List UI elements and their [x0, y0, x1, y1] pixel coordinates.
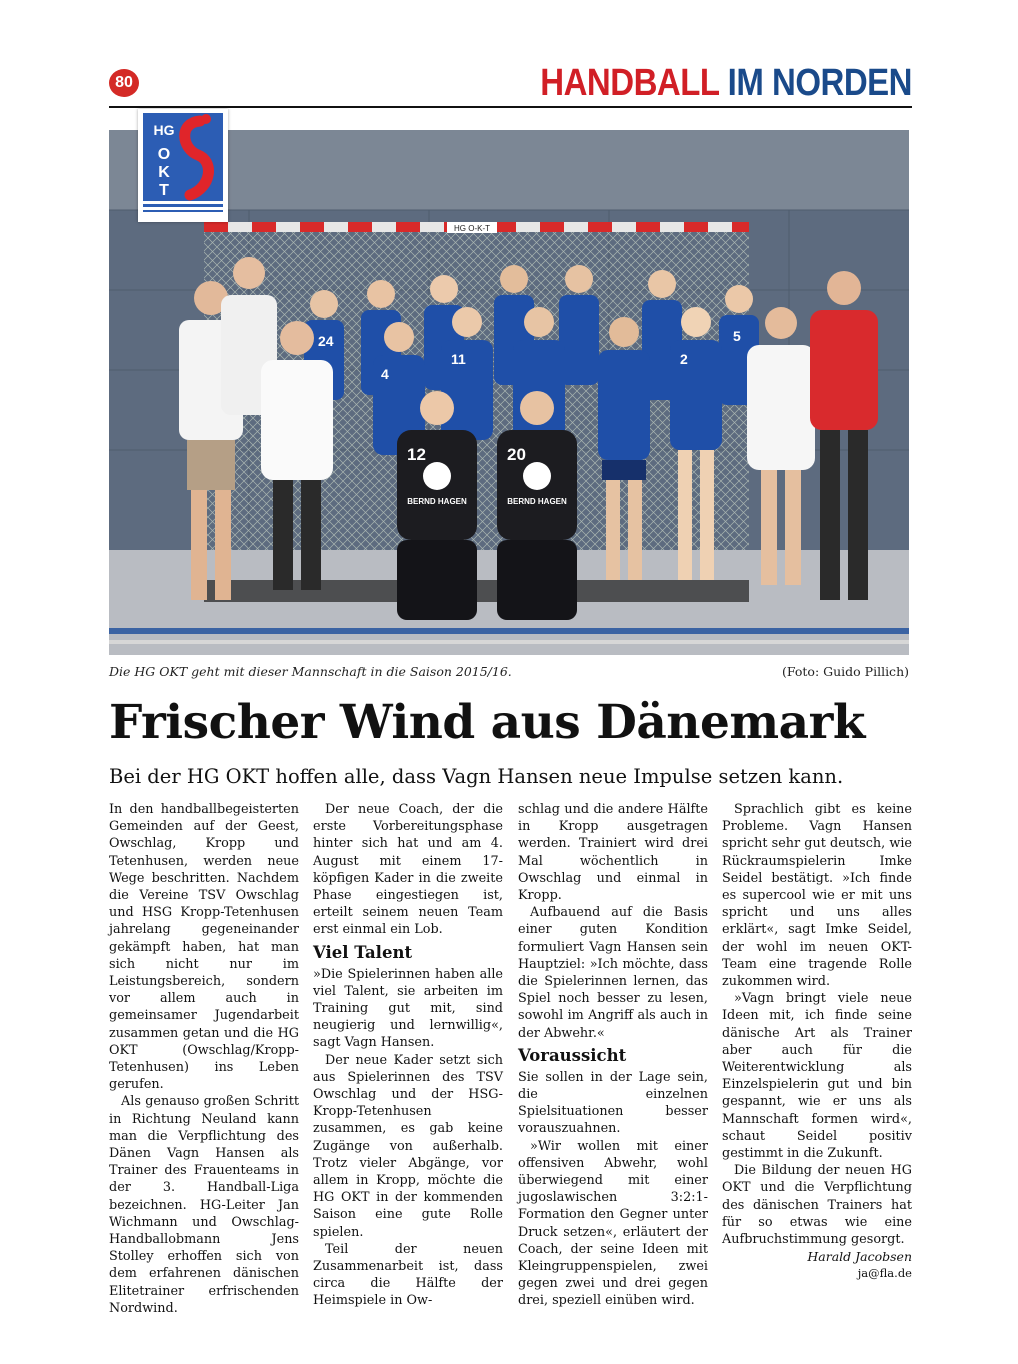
svg-text:K: K — [158, 164, 170, 181]
section-heading: Viel Talent — [313, 942, 413, 962]
logo-okt-text: O — [157, 146, 171, 163]
paragraph: Sprachlich gibt es keine Probleme. Vagn Hansen spricht sehr gut deutsch, wie Rückraumspielerin Imke Seidel bestätigt. »Ich finde es supercool wie er mit uns spricht und uns alles erklärt«, sagt Imke Seidel, der wohl im neuen OKT-Team eine tragende Rolle zukommen wird. — [722, 802, 912, 990]
section-title — [540, 60, 912, 104]
author-name: Harald Jacobsen — [807, 1249, 912, 1265]
section-title-part1: HANDBALL — [540, 60, 719, 103]
article-column-1 — [109, 801, 299, 1317]
paragraph: Der neue Coach, der die erste Vorbereitungsphase hinter sich hat und am 4. August mit einem 17-köpfigen Kader in die zweite Phase eingestiegen ist, erteilt seinem neuen Team erst einmal ein Lob. — [313, 802, 503, 938]
net-label: HG O-K-T — [454, 224, 490, 233]
team-photo — [109, 130, 909, 655]
section-title-part2: IM NORDEN — [727, 60, 912, 103]
logo-hg-text: HG — [153, 122, 175, 138]
header-rule — [109, 106, 912, 108]
paragraph: Als genauso großen Schritt in Richtung Neuland kann man die Verpflichtung des Dänen Vagn Hansen als Trainer des Frauenteams in der 3. Handball-Liga bezeichnen. HG-Leiter Jan Wichmann und Owschlag-Handballobmann Jens Stolley erhoffen sich von dem erfahrenen dänischen Elitetrainer erfrischenden Nordwind. — [109, 1094, 299, 1316]
photo-credit: (Foto: Guido Pillich) — [782, 664, 909, 679]
sponsor-text-2: BERND HAGEN — [507, 497, 567, 506]
paragraph: Die Bildung der neuen HG OKT und die Verpflichtung des dänischen Trainers hat für so etwas wie eine Aufbruchstimmung gesorgt. — [722, 1163, 912, 1248]
paragraph: In den handballbegeisterten Gemeinden auf der Geest, Owschlag, Kropp und Tetenhusen, werden neue Wege beschritten. Nachdem die Vereine TSV Owschlag und HSG Kropp-Tetenhusen jahrelang gegeneinander gekämpft haben, hat man sich nicht nur im Leistungsbereich, sondern vor allem auch in gemeinsamer Jugendarbeit zusammen getan und die HG OKT (Owschlag/Kropp-Tetenhusen) ins Leben gerufen. — [109, 802, 299, 1093]
paragraph: »Vagn bringt viele neue Ideen mit, ich finde seine dänische Art als Trainer aber auch für die Weiterentwicklung als Einzelspielerin gut und bin gespannt, wie er uns als Mannschaft formen wird«, schaut Seidel positiv gestimmt in die Zukunft. — [722, 991, 912, 1162]
svg-text:5: 5 — [733, 328, 741, 344]
logo-graphic — [138, 109, 228, 222]
article-column-3 — [518, 801, 708, 1310]
svg-text:12: 12 — [407, 445, 426, 464]
caption-text: Die HG OKT geht mit dieser Mannschaft in die Saison 2015/16. — [109, 664, 512, 679]
article-headline: Frischer Wind aus Dänemark — [109, 695, 865, 750]
paragraph: Der neue Kader setzt sich aus Spielerinnen des TSV Owschlag und der HSG-Kropp-Tetenhusen zusammen, es gab keine Zugänge von außerhalb. Trotz vieler Abgänge, vor allem in Kropp, möchte die HG OKT in der kommenden Saison eine gute Rolle spielen. — [313, 1052, 503, 1240]
paragraph: Sie sollen in der Lage sein, die einzelnen Spielsituationen besser vorauszuahnen. — [518, 1069, 708, 1137]
svg-text:2: 2 — [680, 351, 688, 367]
article-subheadline: Bei der HG OKT hoffen alle, dass Vagn Hansen neue Impulse setzen kann. — [109, 765, 844, 788]
svg-text:20: 20 — [507, 445, 526, 464]
photo-caption — [109, 664, 909, 679]
author-email[interactable]: ja@fla.de — [857, 1266, 912, 1281]
paragraph: »Wir wollen mit einer offensiven Abwehr, wohl überwiegend mit einer jugoslawischen 3:2:1-Formation den Gegner unter Druck setzen«, erläutert der Coach, der seine Ideen mit Kleingruppenspielen, zwei gegen zwei und drei gegen drei, speziell einüben wird. — [518, 1138, 708, 1309]
section-heading: Voraussicht — [518, 1045, 627, 1065]
page-number: 80 — [109, 69, 139, 97]
svg-text:11: 11 — [451, 351, 466, 367]
paragraph: »Die Spielerinnen haben alle viel Talent, sie arbeiten im Training gut mit, sind neugierig und lernwillig«, sagt Vagn Hansen. — [313, 966, 503, 1051]
hg-okt-logo — [138, 109, 228, 222]
paragraph: Teil der neuen Zusammenarbeit ist, dass circa die Hälfte der Heimspiele in Ow- — [313, 1241, 503, 1309]
svg-text:24: 24 — [318, 333, 334, 349]
team-photo-graphic — [109, 130, 909, 655]
paragraph: schlag und die andere Hälfte in Kropp ausgetragen werden. Trainiert wird drei Mal wöchentlich in Owschlag und einmal in Kropp. — [518, 802, 708, 904]
sponsor-text-1: BERND HAGEN — [407, 497, 467, 506]
svg-text:T: T — [159, 182, 169, 199]
paragraph: Aufbauend auf die Basis einer guten Kondition formuliert Vagn Hansen sein Hauptziel: »Ich möchte, dass die Spielerinnen lernen, das Spiel noch besser zu lesen, sowohl im Angriff als auch in der Abwehr.« — [518, 905, 708, 1041]
svg-text:4: 4 — [381, 366, 389, 382]
article-column-2 — [313, 801, 503, 1310]
article-column-4 — [722, 801, 912, 1283]
